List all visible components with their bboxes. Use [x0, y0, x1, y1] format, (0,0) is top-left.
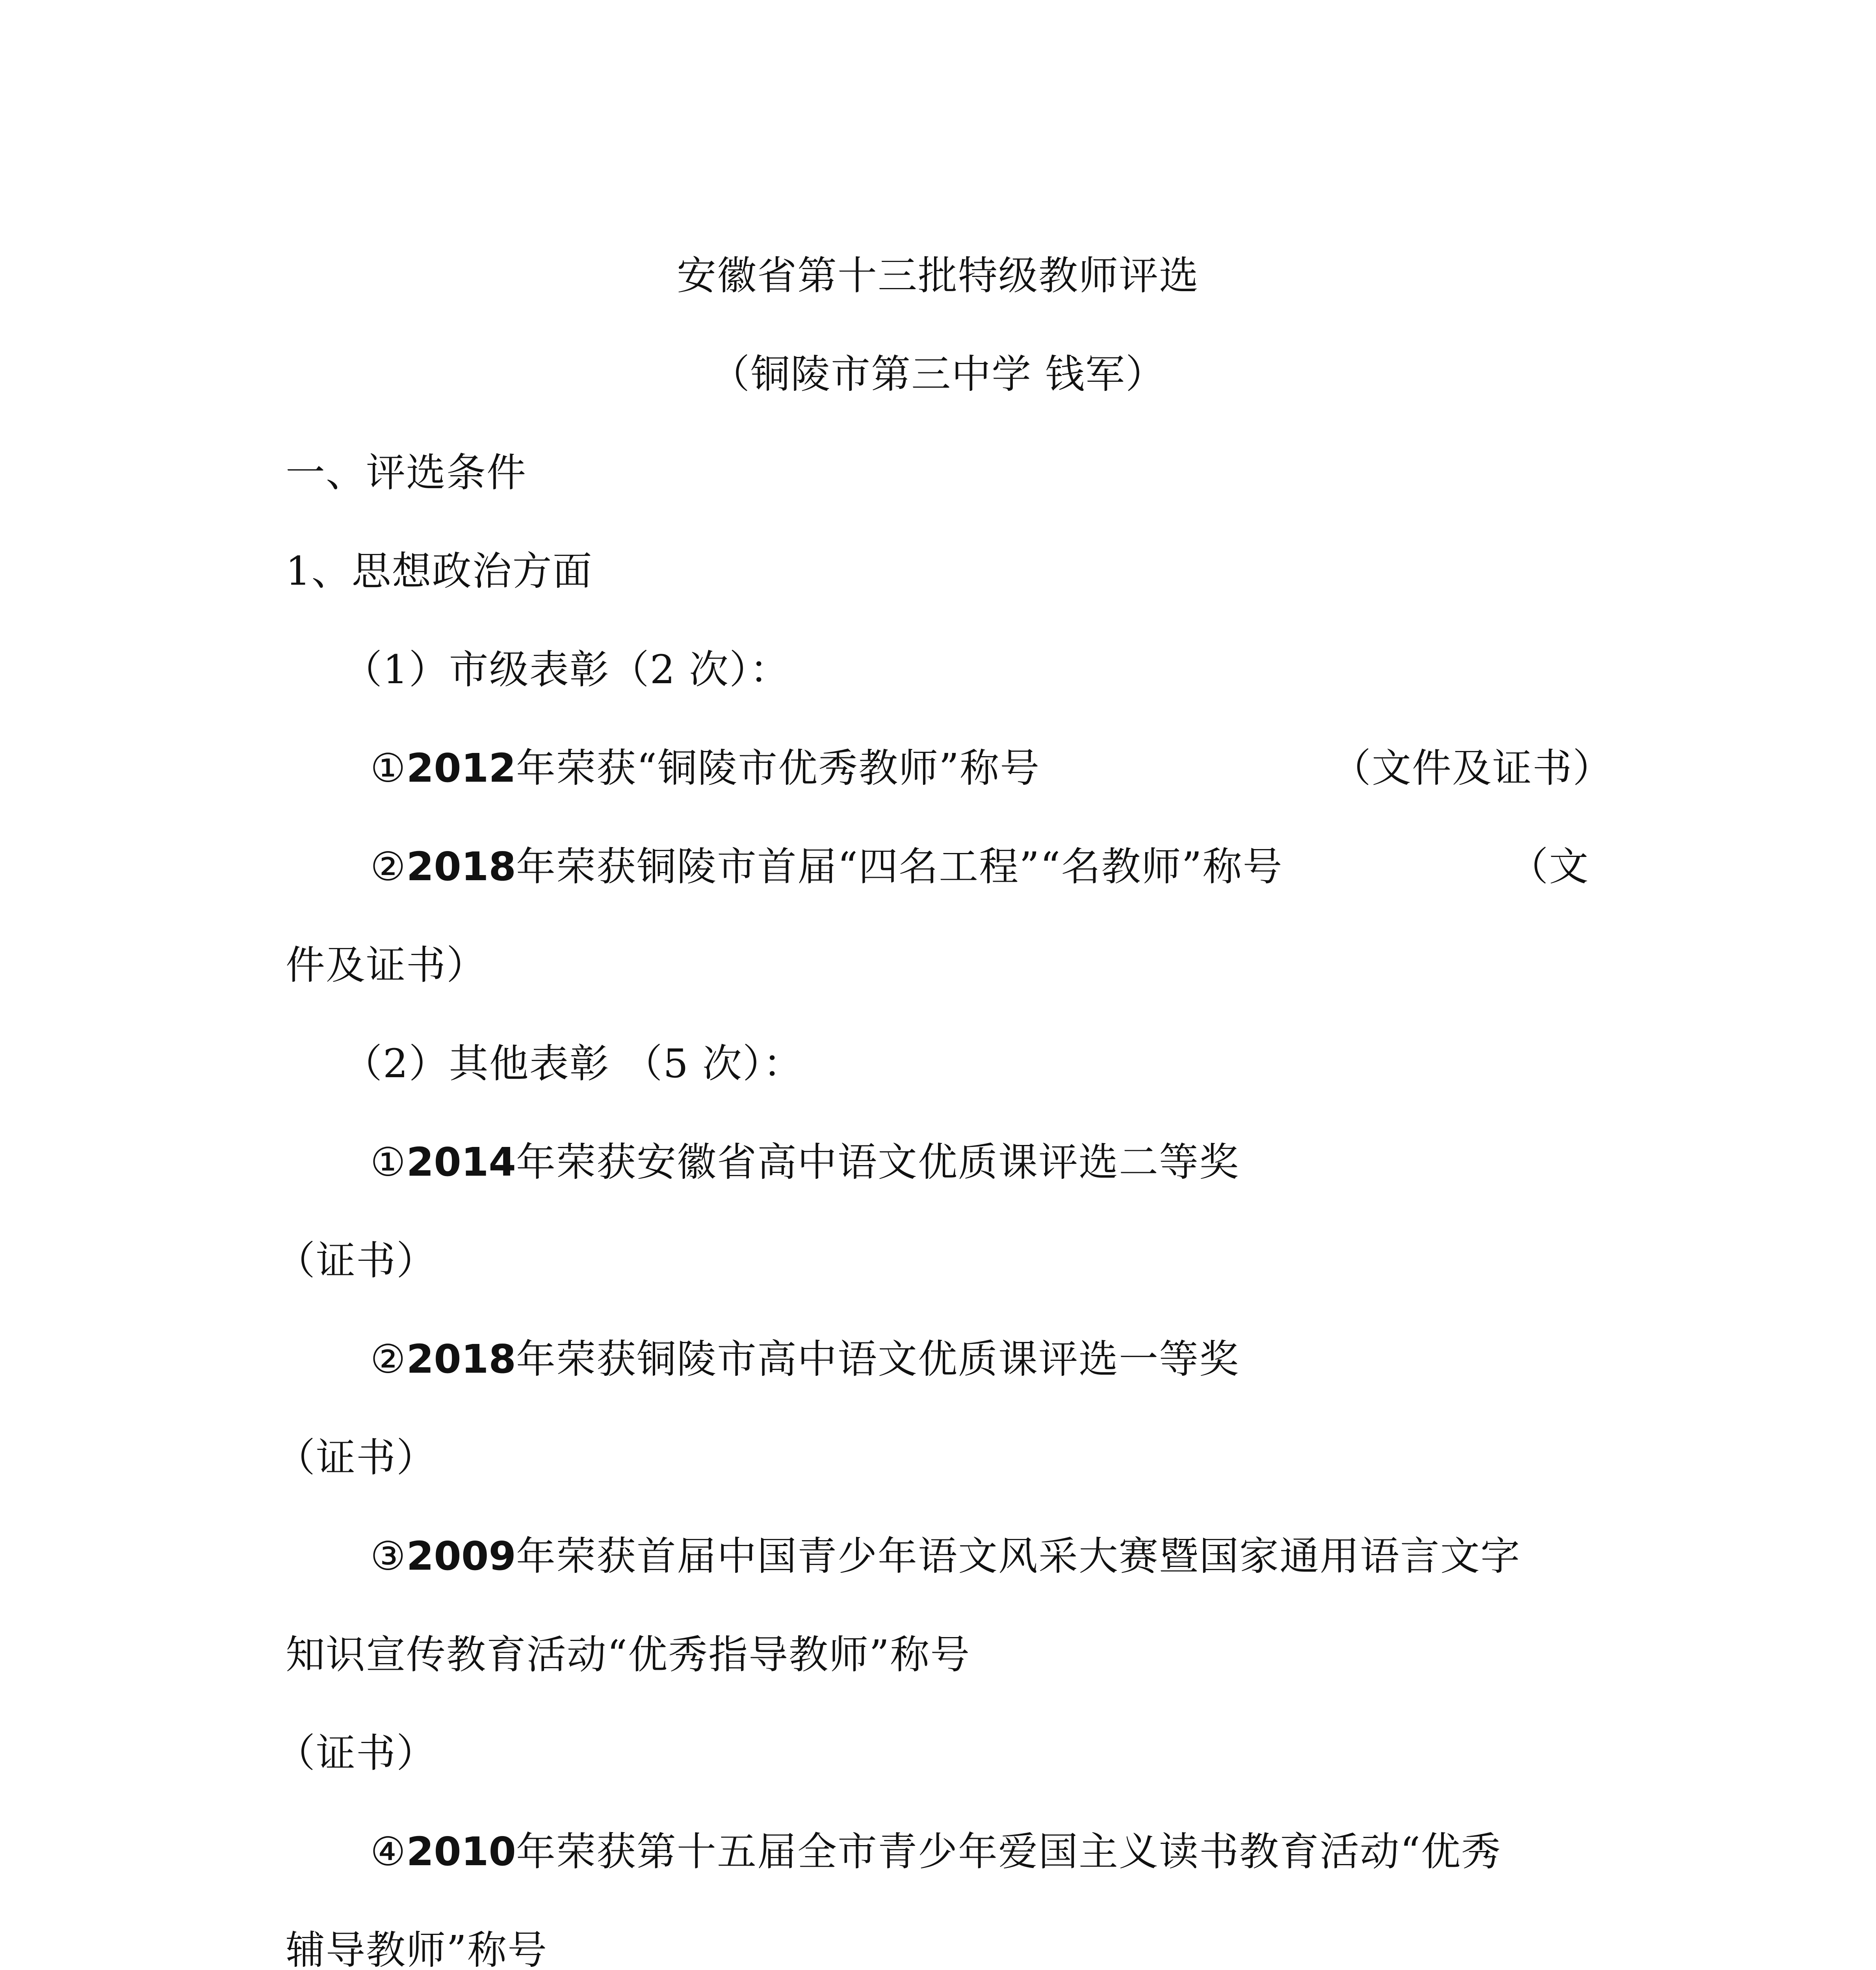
item-continuation: 件及证书）: [286, 942, 487, 988]
item-evidence: （文件及证书）: [1332, 745, 1613, 791]
list-item: [370, 1336, 1239, 1383]
item-marker: ①: [370, 745, 407, 791]
item-evidence: （文: [1509, 844, 1589, 890]
item-evidence: （证书）: [276, 1730, 436, 1776]
item-year: 2018: [406, 1336, 516, 1382]
item-text: 年荣获安徽省高中语文优质课评选二等奖: [516, 1139, 1239, 1185]
item-continuation: 知识宣传教育活动“优秀指导教师”称号: [286, 1632, 971, 1678]
group-heading-other-awards: （2）其他表彰 （5 次）：: [343, 1041, 803, 1087]
list-item: [370, 1139, 1239, 1186]
subsection-heading-political: 1、思想政治方面: [286, 548, 593, 594]
item-text: 年荣获第十五届全市青少年爱国主义读书教育活动“优秀: [516, 1829, 1502, 1875]
item-evidence: （证书）: [276, 1238, 436, 1284]
item-year: 2012: [406, 745, 516, 791]
list-item: [370, 1533, 1521, 1580]
group-heading-city-awards: （1）市级表彰（2 次）：: [343, 647, 790, 693]
document-title: 安徽省第十三批特级教师评选: [677, 253, 1199, 299]
item-year: 2010: [406, 1829, 516, 1875]
list-item: [370, 1828, 1501, 1875]
document-subtitle: （铜陵市第三中学 钱军）: [710, 351, 1166, 397]
item-year: 2018: [406, 844, 516, 890]
item-marker: ②: [370, 844, 407, 890]
item-continuation: 辅导教师”称号: [286, 1927, 548, 1970]
item-year: 2014: [406, 1139, 516, 1185]
section-heading: 一、评选条件: [286, 450, 527, 496]
item-text: 年荣获“铜陵市优秀教师”称号: [516, 745, 1040, 791]
item-marker: ②: [370, 1336, 407, 1382]
item-marker: ①: [370, 1139, 407, 1185]
item-evidence: （证书）: [276, 1435, 436, 1481]
item-text: 年荣获铜陵市首届“四名工程”“名教师”称号: [516, 844, 1283, 890]
item-text: 年荣获首届中国青少年语文风采大赛暨国家通用语言文字: [516, 1533, 1521, 1579]
item-marker: ③: [370, 1533, 407, 1579]
item-text: 年荣获铜陵市高中语文优质课评选一等奖: [516, 1336, 1239, 1382]
item-year: 2009: [406, 1533, 516, 1579]
list-item: [370, 745, 1040, 792]
list-item: [370, 843, 1283, 890]
item-marker: ④: [370, 1829, 407, 1875]
